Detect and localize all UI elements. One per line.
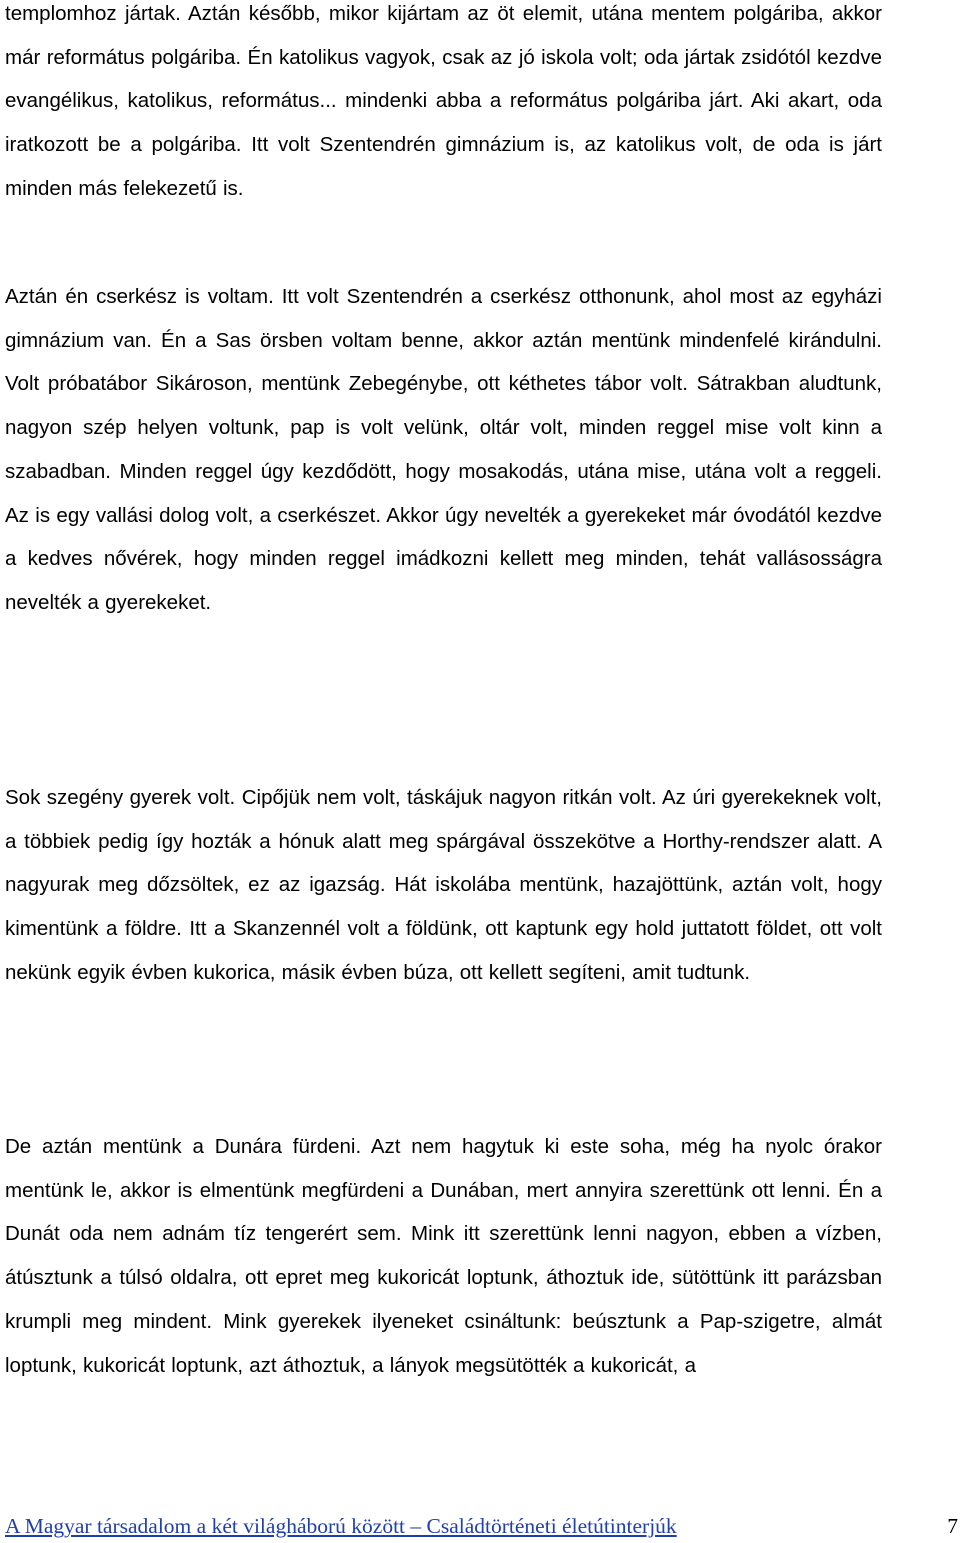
footer-title-link[interactable]: A Magyar társadalom a két világháború között – Családtörténeti életútinterjúk	[5, 1514, 677, 1538]
page-number: 7	[947, 1514, 958, 1538]
paragraph-poor-children: Sok szegény gyerek volt. Cipőjük nem volt, táskájuk nagyon ritkán volt. Az úri gyerekeknek volt, a többiek pedig így hozták a hónuk alatt meg spárgával összekötve a Horthy-rendszer alatt. A nagyurak meg dőzsöltek, ez az igazság. Hát iskolába mentünk, hazajöttünk, aztán volt, hogy kimentünk a földre. Itt a Skanzennél volt a földünk, ott kaptunk egy hold juttatott földet, ott volt nekünk egyik évben kukorica, másik évben búza, ott kellett segíteni, amit tudtunk.	[5, 786, 882, 984]
paragraph-scouts: Aztán én cserkész is voltam. Itt volt Szentendrén a cserkész otthonunk, ahol most az egyházi gimnázium van. Én a Sas örsben voltam benne, akkor aztán mentünk mindenfelé kirándulni. Volt próbatábor Sikároson, mentünk Zebegénybe, ott kéthetes tábor volt. Sátrakban aludtunk, nagyon szép helyen voltunk, pap is volt velünk, oltár volt, minden reggel mise volt kinn a szabadban. Minden reggel úgy kezdődött, hogy mosakodás, utána mise, utána volt a reggeli. Az is egy vallási dolog volt, a cserkészet. Akkor úgy nevelték a gyerekeket már óvodától kezdve a kedves nővérek, hogy minden reggel imádkozni kellett meg minden, tehát vallásosságra nevelték a gyerekeket.	[5, 285, 882, 614]
page-footer	[5, 1512, 960, 1542]
paragraph-school: templomhoz jártak. Aztán később, mikor kijártam az öt elemit, utána mentem polgáriba, akkor már református polgáriba. Én katolikus vagyok, csak az jó iskola volt; oda jártak zsidótól kezdve evangélikus, katolikus, református... mindenki abba a református polgáriba járt. Aki akart, oda iratkozott be a polgáriba. Itt volt Szentendrén gimnázium is, az katolikus volt, de oda is járt minden más felekezetű is.	[5, 2, 882, 200]
paragraph-danube: De aztán mentünk a Dunára fürdeni. Azt nem hagytuk ki este soha, még ha nyolc órakor mentünk le, akkor is elmentünk megfürdeni a Dunában, mert annyira szerettünk ott lenni. Én a Dunát oda nem adnám tíz tengerért sem. Mink itt szerettünk lenni nagyon, ebben a vízben, átúsztunk a túlsó oldalra, ott epret meg kukoricát loptunk, áthoztuk ide, sütöttünk itt parázsban krumpli meg mindent. Mink gyerekek ilyeneket csináltunk: beúsztunk a Pap-szigetre, almát loptunk, kukoricát loptunk, azt áthoztuk, a lányok megsütötték a kukoricát, a	[5, 1135, 882, 1377]
